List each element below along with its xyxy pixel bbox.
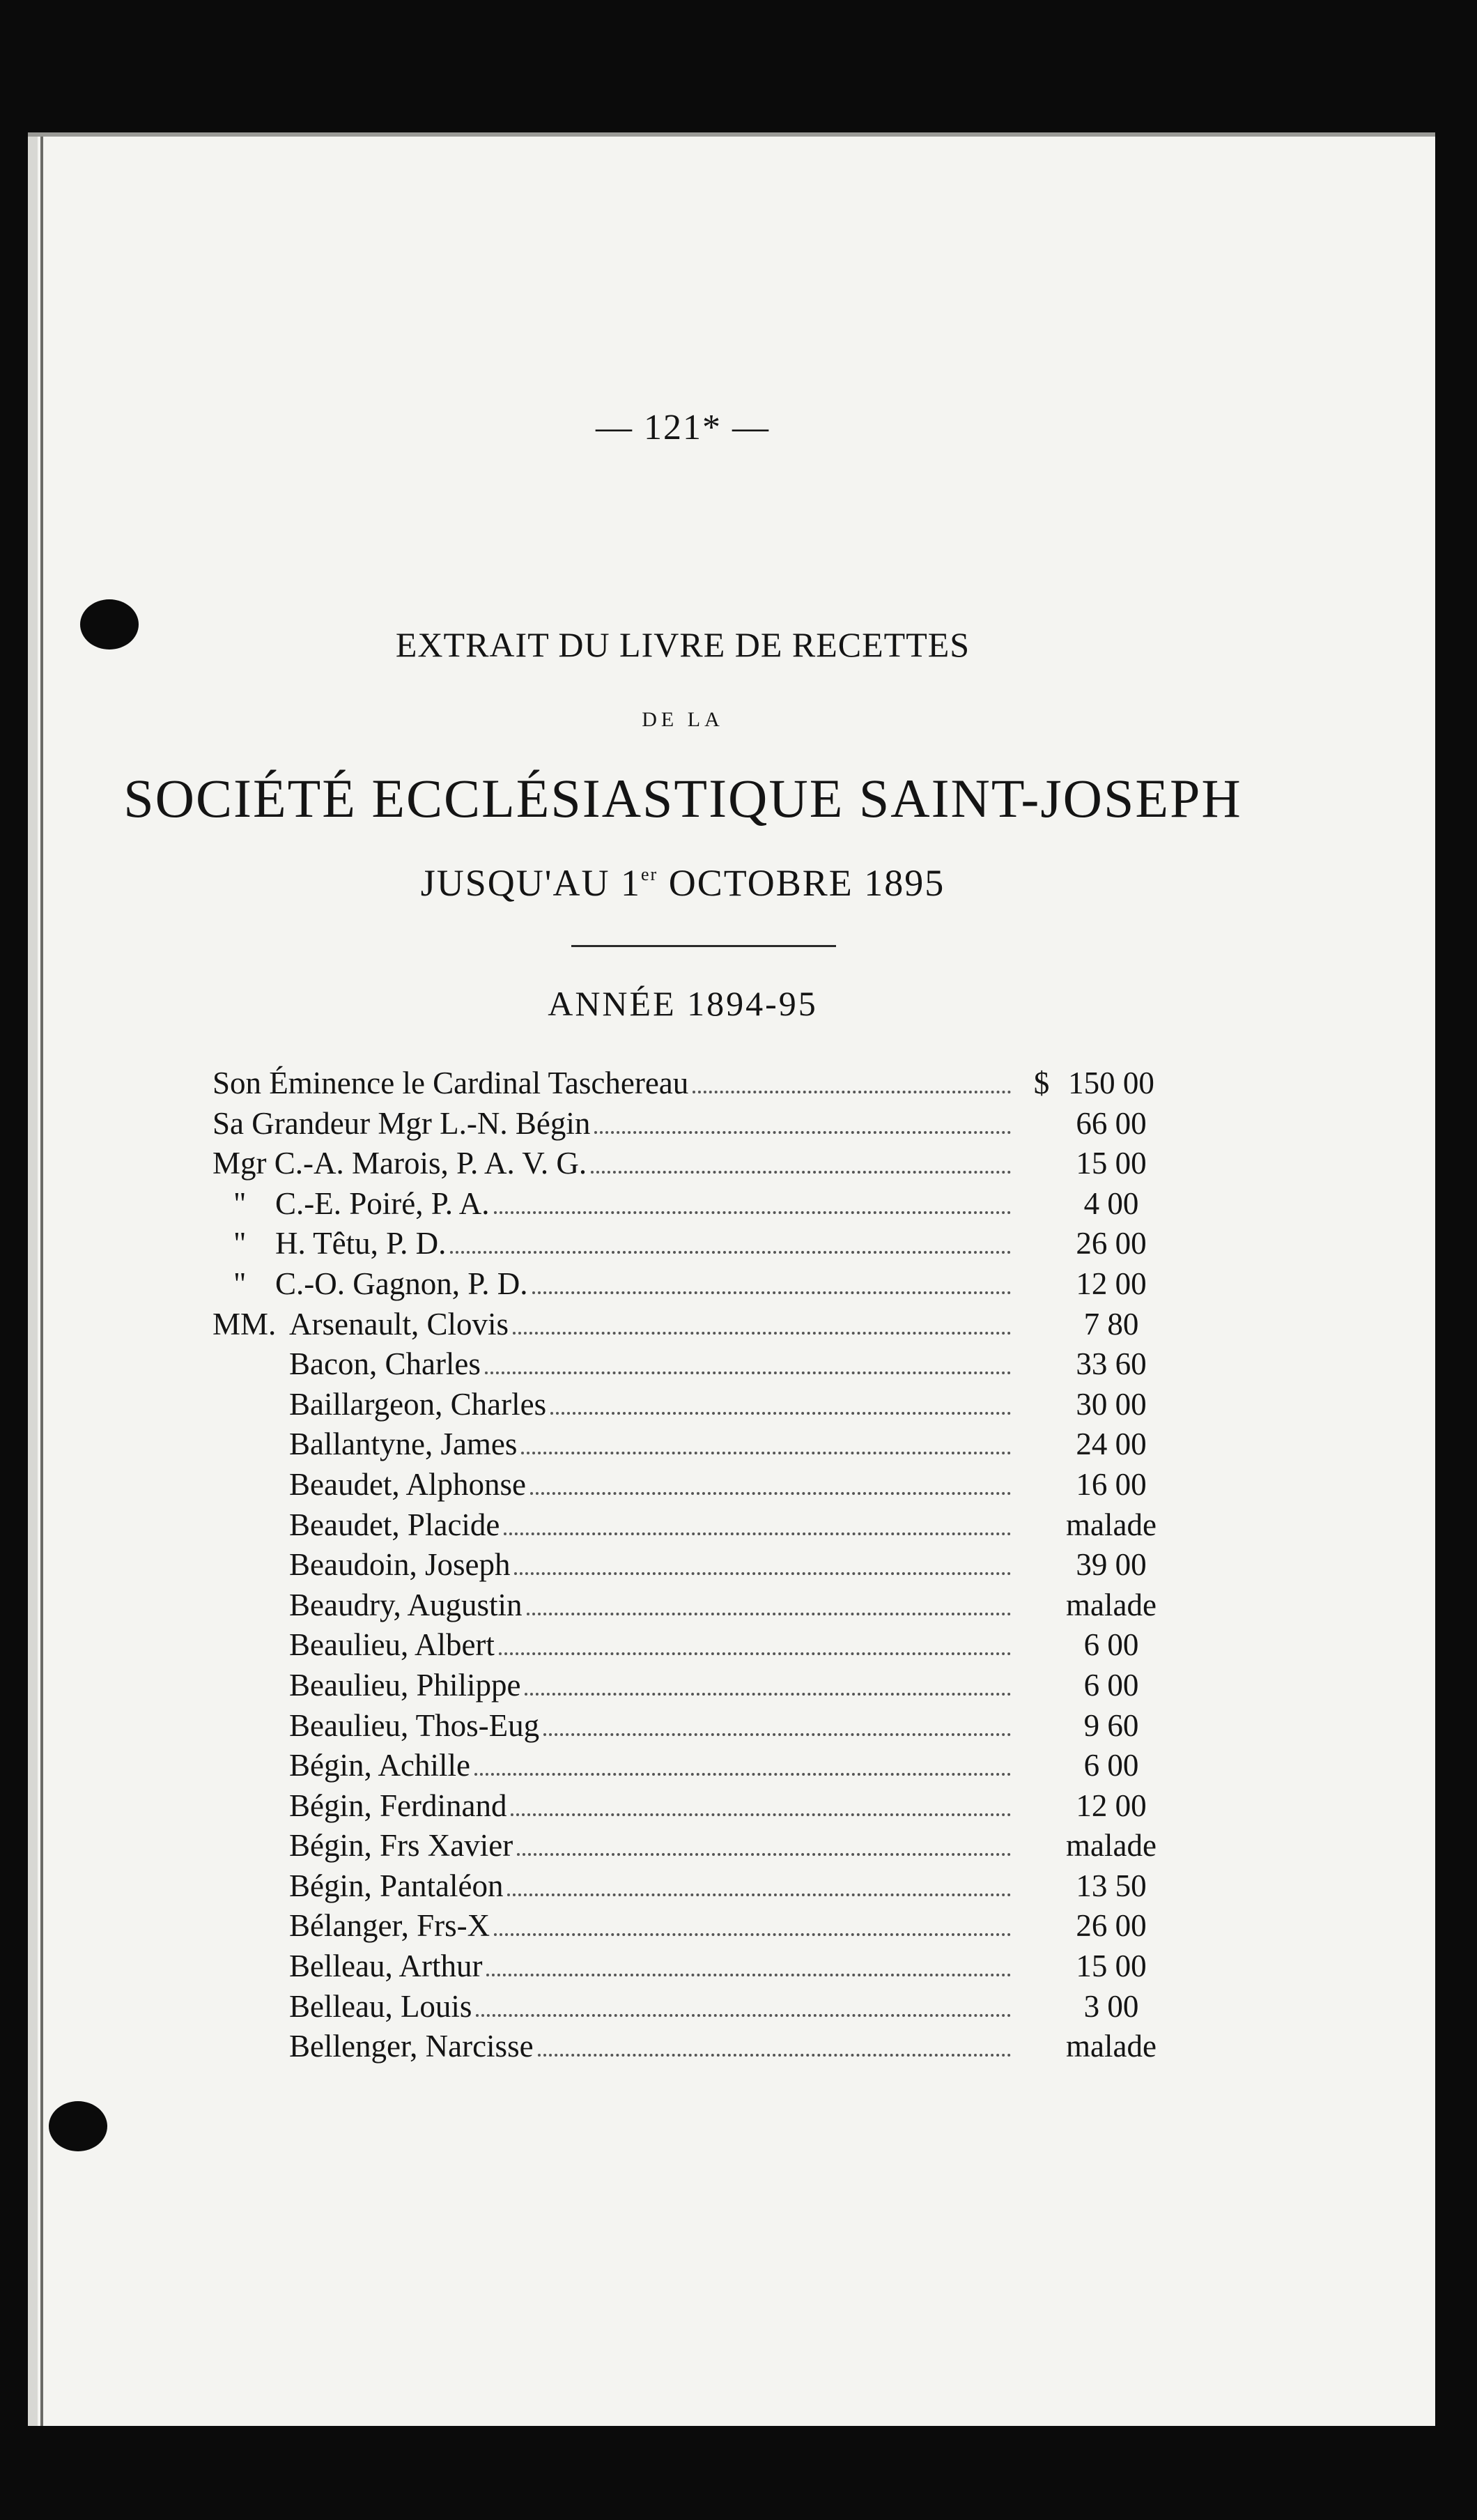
dot-leader xyxy=(486,1974,1011,1976)
row-name-with-leader xyxy=(289,1786,1014,1827)
row-name: C.-O. Gagnon, P. D. xyxy=(275,1266,528,1301)
row-name: Beaudoin, Joseph xyxy=(289,1547,511,1583)
ledger-row xyxy=(212,1104,1202,1144)
row-amount: 26 00 xyxy=(1076,1908,1147,1944)
row-amount: 7 80 xyxy=(1083,1306,1139,1342)
ledger-row xyxy=(212,1144,1202,1184)
ledger-row xyxy=(212,1585,1202,1626)
row-name: Son Éminence le Cardinal Taschereau xyxy=(212,1066,689,1100)
dot-leader xyxy=(530,1492,1011,1495)
dot-leader xyxy=(693,1091,1011,1093)
ledger-row xyxy=(212,1625,1202,1666)
row-name-with-leader xyxy=(289,1866,1014,1907)
dot-leader xyxy=(525,1693,1011,1696)
row-amount: 9 60 xyxy=(1083,1707,1139,1743)
dot-leader xyxy=(494,1211,1011,1214)
row-name-with-leader xyxy=(289,1666,1014,1706)
date-line-superscript: er xyxy=(641,864,658,884)
ledger-row xyxy=(212,1264,1202,1305)
ledger-row xyxy=(212,1545,1202,1585)
row-name-with-leader xyxy=(289,1385,1014,1425)
row-amount: 6 00 xyxy=(1083,1748,1139,1783)
row-prefix: MM. xyxy=(212,1306,277,1342)
receipts-ledger xyxy=(212,1063,1202,2067)
dot-leader xyxy=(513,1332,1011,1335)
ledger-row xyxy=(212,1906,1202,1946)
dot-leader xyxy=(494,1933,1011,1936)
row-name: Arsenault, Clovis xyxy=(289,1306,509,1342)
row-name-with-leader xyxy=(289,1987,1014,2027)
row-name: Beaulieu, Albert xyxy=(289,1627,495,1663)
dot-leader xyxy=(485,1372,1011,1374)
row-name: Beaulieu, Thos-Eug xyxy=(289,1707,540,1743)
date-line-suffix: OCTOBRE 1895 xyxy=(658,862,945,904)
row-name-with-leader xyxy=(289,1906,1014,1946)
ledger-row xyxy=(212,2027,1202,2067)
row-amount: 26 00 xyxy=(1076,1226,1147,1261)
dot-leader xyxy=(532,1291,1011,1294)
row-name: Bégin, Frs Xavier xyxy=(289,1828,513,1864)
header-divider xyxy=(571,945,836,947)
header-de-la: DE LA xyxy=(642,708,724,731)
row-amount: 12 00 xyxy=(1076,1788,1147,1823)
dot-leader xyxy=(521,1452,1011,1454)
dot-leader xyxy=(527,1613,1011,1615)
ledger-row xyxy=(212,1866,1202,1907)
header-date-line xyxy=(28,861,1338,905)
row-name-with-leader xyxy=(275,1224,1014,1264)
row-name: Beaulieu, Philippe xyxy=(289,1667,521,1703)
row-name: Bacon, Charles xyxy=(289,1346,481,1382)
dot-leader xyxy=(591,1171,1011,1174)
row-prefix: " xyxy=(233,1226,247,1261)
row-name-with-leader xyxy=(289,1344,1014,1385)
row-prefix: " xyxy=(233,1266,247,1301)
row-amount: malade xyxy=(1066,1828,1157,1864)
row-amount: 4 00 xyxy=(1083,1185,1139,1221)
ledger-row xyxy=(212,1746,1202,1786)
row-name-with-leader xyxy=(289,1424,1014,1465)
dot-leader xyxy=(511,1813,1011,1816)
punch-hole-top xyxy=(80,599,139,650)
dot-leader xyxy=(504,1532,1011,1535)
row-name-with-leader xyxy=(289,1826,1014,1866)
dot-leader xyxy=(499,1652,1011,1655)
row-name: C.-E. Poiré, P. A. xyxy=(275,1185,490,1221)
ledger-row xyxy=(212,1305,1202,1345)
row-amount: 13 50 xyxy=(1076,1868,1147,1903)
ledger-row xyxy=(212,1946,1202,1987)
row-amount: 6 00 xyxy=(1083,1627,1139,1663)
page-number: — 121* — xyxy=(596,408,770,447)
dot-leader xyxy=(450,1251,1011,1254)
punch-hole-bottom xyxy=(49,2101,107,2151)
ledger-row xyxy=(212,1184,1202,1224)
row-name: Bégin, Ferdinand xyxy=(289,1788,507,1823)
row-name: Bégin, Achille xyxy=(289,1748,470,1783)
row-amount: 15 00 xyxy=(1076,1146,1147,1181)
row-amount: 15 00 xyxy=(1076,1949,1147,1984)
row-name: Belleau, Arthur xyxy=(289,1949,483,1984)
row-amount: 3 00 xyxy=(1083,1988,1139,2024)
row-amount: 30 00 xyxy=(1076,1386,1147,1422)
row-amount: 39 00 xyxy=(1076,1547,1147,1583)
ledger-row xyxy=(212,1424,1202,1465)
row-amount: 16 00 xyxy=(1076,1466,1147,1502)
ledger-row xyxy=(212,1505,1202,1546)
row-name-with-leader xyxy=(289,1505,1014,1546)
row-amount: 150 00 xyxy=(1068,1066,1154,1100)
row-name: Bégin, Pantaléon xyxy=(289,1868,504,1903)
row-amount: malade xyxy=(1066,1507,1157,1542)
dot-leader xyxy=(507,1893,1011,1896)
ledger-row xyxy=(212,1063,1202,1104)
page-left-edge xyxy=(40,137,43,2426)
row-currency: $ xyxy=(1033,1066,1050,1100)
ledger-row xyxy=(212,1706,1202,1746)
row-name-with-leader xyxy=(275,1184,1014,1224)
dot-leader xyxy=(476,2014,1011,2017)
row-name-with-leader xyxy=(212,1063,1014,1104)
document-page xyxy=(28,132,1435,2426)
row-amount: 12 00 xyxy=(1076,1266,1147,1301)
header-extrait: EXTRAIT DU LIVRE DE RECETTES xyxy=(395,625,971,664)
row-name-with-leader xyxy=(289,1585,1014,1626)
header-society-name: SOCIÉTÉ ECCLÉSIASTIQUE SAINT-JOSEPH xyxy=(123,768,1242,829)
date-line-prefix: JUSQU'AU 1 xyxy=(420,862,641,904)
row-name: H. Têtu, P. D. xyxy=(275,1226,447,1261)
dot-leader xyxy=(517,1853,1011,1856)
row-name-with-leader xyxy=(212,1144,1014,1184)
row-amount: malade xyxy=(1066,1587,1157,1622)
row-name: Bellenger, Narcisse xyxy=(289,2029,534,2064)
row-name-with-leader xyxy=(289,1465,1014,1505)
row-name: Beaudet, Placide xyxy=(289,1507,500,1542)
row-amount: 33 60 xyxy=(1076,1346,1147,1382)
row-name-with-leader xyxy=(289,1305,1014,1345)
row-prefix: " xyxy=(233,1185,247,1221)
row-name: Mgr C.-A. Marois, P. A. V. G. xyxy=(212,1146,587,1181)
dot-leader xyxy=(538,2054,1011,2057)
ledger-row xyxy=(212,1465,1202,1505)
row-name: Ballantyne, James xyxy=(289,1427,518,1462)
ledger-row xyxy=(212,1666,1202,1706)
row-name-with-leader xyxy=(289,2027,1014,2067)
row-name-with-leader xyxy=(289,1545,1014,1585)
section-title: ANNÉE 1894-95 xyxy=(548,984,818,1023)
dot-leader xyxy=(514,1572,1011,1575)
ledger-row xyxy=(212,1224,1202,1264)
dot-leader xyxy=(543,1733,1011,1736)
row-amount: malade xyxy=(1066,2029,1157,2064)
row-name-with-leader xyxy=(289,1625,1014,1666)
row-name: Bélanger, Frs-X xyxy=(289,1908,490,1944)
row-amount: 6 00 xyxy=(1083,1667,1139,1703)
row-name-with-leader xyxy=(289,1946,1014,1987)
ledger-row xyxy=(212,1344,1202,1385)
row-amount: 24 00 xyxy=(1076,1427,1147,1462)
ledger-row xyxy=(212,1987,1202,2027)
dot-leader xyxy=(594,1131,1011,1134)
ledger-row xyxy=(212,1826,1202,1866)
row-amount: 66 00 xyxy=(1076,1105,1147,1141)
row-name-with-leader xyxy=(275,1264,1014,1305)
ledger-row xyxy=(212,1786,1202,1827)
row-name: Beaudet, Alphonse xyxy=(289,1466,526,1502)
ledger-row xyxy=(212,1385,1202,1425)
dot-leader xyxy=(474,1773,1011,1776)
row-name: Sa Grandeur Mgr L.-N. Bégin xyxy=(212,1105,591,1141)
row-name-with-leader xyxy=(289,1746,1014,1786)
row-name-with-leader xyxy=(212,1104,1014,1144)
row-name: Baillargeon, Charles xyxy=(289,1386,547,1422)
row-name-with-leader xyxy=(289,1706,1014,1746)
row-name: Belleau, Louis xyxy=(289,1988,472,2024)
dot-leader xyxy=(550,1412,1011,1415)
row-name: Beaudry, Augustin xyxy=(289,1587,523,1622)
